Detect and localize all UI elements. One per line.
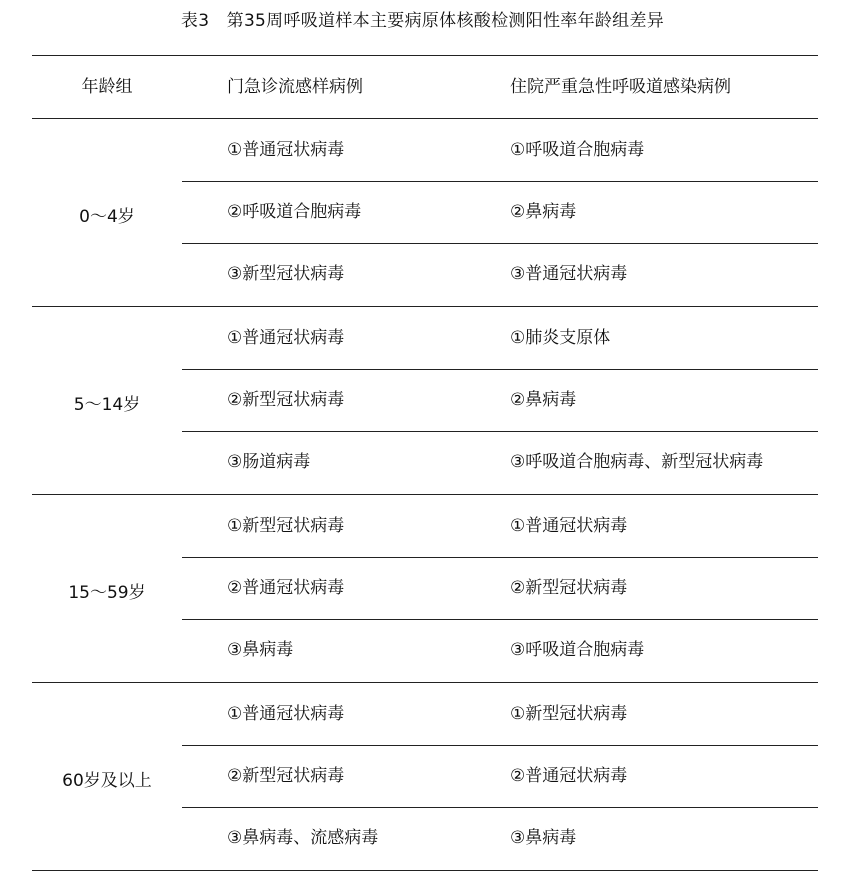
inpatient-pathogen: ③普通冠状病毒 — [510, 264, 628, 284]
age-group-5-14 — [32, 307, 818, 495]
age-group-60-plus — [32, 683, 818, 871]
inpatient-pathogen: ②普通冠状病毒 — [510, 766, 628, 786]
outpatient-pathogen: ②新型冠状病毒 — [227, 766, 345, 786]
outpatient-pathogen: ③肠道病毒 — [227, 452, 311, 472]
table-row — [182, 557, 818, 620]
inpatient-pathogen: ③鼻病毒 — [510, 828, 577, 848]
inpatient-pathogen: ③呼吸道合胞病毒 — [510, 640, 645, 660]
inpatient-pathogen: ②鼻病毒 — [510, 202, 577, 222]
outpatient-pathogen: ③鼻病毒、流感病毒 — [227, 828, 379, 848]
outpatient-pathogen: ①新型冠状病毒 — [227, 516, 345, 536]
inpatient-pathogen: ②鼻病毒 — [510, 390, 577, 410]
outpatient-pathogen: ②呼吸道合胞病毒 — [227, 202, 362, 222]
age-group-label: 0～4岁 — [79, 207, 135, 227]
header-inpatient-sari: 住院严重急性呼吸道感染病例 — [510, 77, 731, 97]
outpatient-pathogen: ②新型冠状病毒 — [227, 390, 345, 410]
inpatient-pathogen: ①肺炎支原体 — [510, 328, 611, 348]
table-caption: 表3 第35周呼吸道样本主要病原体核酸检测阳性率年龄组差异 — [180, 11, 665, 31]
table-row — [182, 619, 818, 681]
outpatient-pathogen: ①普通冠状病毒 — [227, 704, 345, 724]
table-row — [182, 495, 818, 558]
table-row — [182, 119, 818, 182]
inpatient-pathogen: ③呼吸道合胞病毒、新型冠状病毒 — [510, 452, 764, 472]
table-header-row — [32, 56, 818, 119]
age-group-label: 15～59岁 — [68, 583, 146, 603]
table-row — [182, 745, 818, 808]
inpatient-pathogen: ①新型冠状病毒 — [510, 704, 628, 724]
age-group-label: 5～14岁 — [73, 395, 141, 415]
table-row — [182, 307, 818, 370]
table-row — [182, 369, 818, 432]
inpatient-pathogen: ①呼吸道合胞病毒 — [510, 140, 645, 160]
outpatient-pathogen: ③新型冠状病毒 — [227, 264, 345, 284]
outpatient-pathogen: ②普通冠状病毒 — [227, 578, 345, 598]
table-row — [182, 807, 818, 869]
table-row — [182, 181, 818, 244]
table-row — [182, 243, 818, 305]
header-age-group: 年龄组 — [81, 77, 133, 97]
age-group-0-4 — [32, 119, 818, 307]
pathogen-table — [32, 55, 818, 871]
outpatient-pathogen: ①普通冠状病毒 — [227, 140, 345, 160]
table-row — [182, 431, 818, 493]
inpatient-pathogen: ①普通冠状病毒 — [510, 516, 628, 536]
age-group-15-59 — [32, 495, 818, 683]
table-row — [182, 683, 818, 746]
age-group-label: 60岁及以上 — [62, 771, 152, 791]
inpatient-pathogen: ②新型冠状病毒 — [510, 578, 628, 598]
header-outpatient-ili: 门急诊流感样病例 — [227, 77, 363, 97]
outpatient-pathogen: ①普通冠状病毒 — [227, 328, 345, 348]
outpatient-pathogen: ③鼻病毒 — [227, 640, 294, 660]
